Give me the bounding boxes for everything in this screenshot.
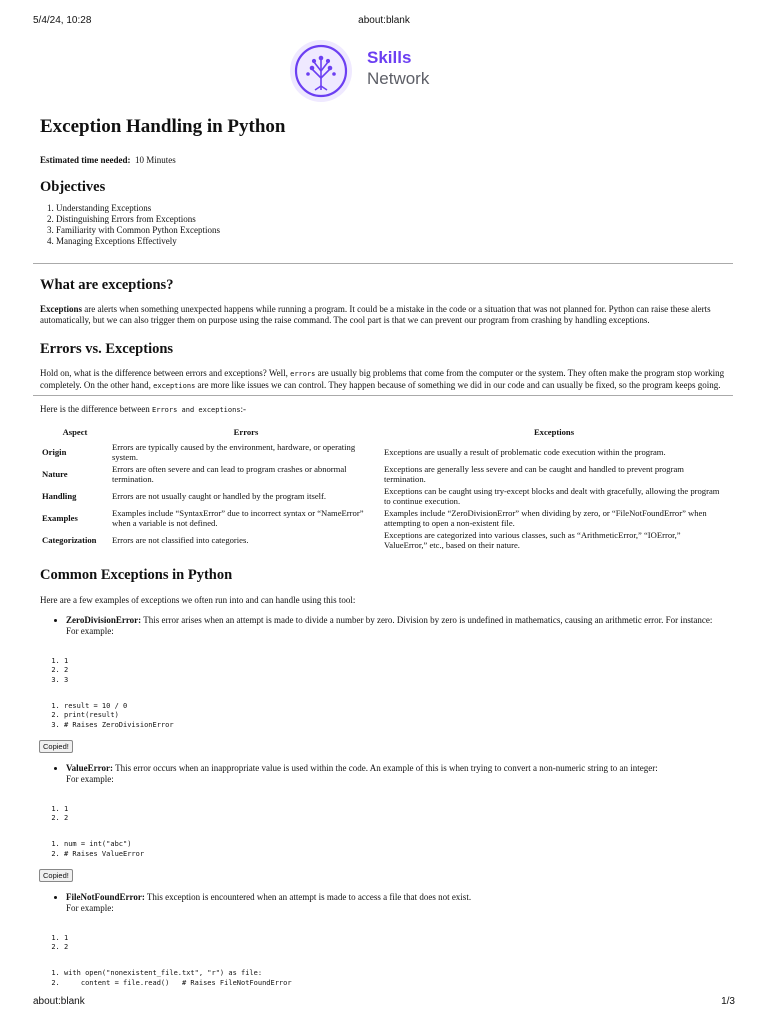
code-line: 1. num = int("abc"): [64, 840, 726, 850]
exception-name: ValueError:: [66, 763, 113, 773]
table-cell: Exceptions are categorized into various classes, such as “ArithmeticError,” “IOError,” ValueError,” etc., based on their nature.: [384, 530, 681, 550]
objectives-heading: Objectives: [40, 179, 106, 195]
code-block: [40, 831, 726, 860]
table-cell: Examples include “SyntaxError” due to incorrect syntax or “NameError” when a variable is not defined.: [112, 508, 364, 528]
code-line: 3. 3: [64, 676, 726, 686]
table-header-row: [40, 424, 726, 441]
code-line: 2. # Raises ValueError: [64, 850, 726, 860]
table-cell: Exceptions are generally less severe and can be caught and handled to prevent program termination.: [384, 464, 684, 484]
logo-text-network: Network: [367, 69, 430, 88]
table-cell: Categorization: [42, 535, 97, 545]
code-line: 2. print(result): [64, 711, 726, 721]
objectives-list: [40, 203, 726, 247]
exception-list: [40, 763, 726, 785]
code-line: 1. 1: [64, 805, 726, 815]
table-cell: Errors are typically caused by the environment, hardware, or operating system.: [112, 442, 356, 462]
code-line: 3. # Raises ZeroDivisionError: [64, 721, 726, 731]
exception-item-valueerror: [66, 763, 726, 785]
code-line: 2. 2: [64, 814, 726, 824]
exception-name: ZeroDivisionError:: [66, 615, 142, 625]
table-header: Errors: [233, 427, 259, 437]
exception-name: FileNotFoundError:: [66, 892, 145, 902]
copy-button[interactable]: Copied!: [39, 740, 73, 753]
table-row: [40, 463, 726, 485]
exception-item-filenotfound: [66, 892, 726, 914]
what-heading: What are exceptions?: [40, 277, 174, 293]
table-row: [40, 441, 726, 463]
code-block: [40, 960, 726, 989]
for-example-label: For example:: [66, 903, 114, 913]
page-number: 1/3: [721, 996, 735, 1007]
what-bold-term: Exceptions: [40, 304, 83, 314]
evx-code-errors: errors: [290, 370, 316, 378]
evx-code-exceptions: exceptions: [153, 382, 196, 390]
exception-item-zerodivision: [66, 615, 726, 637]
print-header: [0, 15, 768, 29]
errors-exceptions-table: [40, 424, 726, 551]
evx-text-2: are usually big problems that come from the computer or the system. They often make the program stop working completely. On the other hand,: [40, 368, 725, 390]
document-body: [40, 116, 726, 988]
common-intro: Here are a few examples of exceptions we often run into and can handle using this tool:: [40, 595, 356, 605]
what-paragraph: [40, 304, 726, 326]
diff-code: Errors and exceptions: [152, 406, 241, 414]
table-header: Exceptions: [533, 427, 575, 437]
copy-button[interactable]: Copied!: [39, 869, 73, 882]
tree-logo-icon: [288, 38, 354, 104]
common-exceptions-heading: Common Exceptions in Python: [40, 567, 233, 583]
table-cell: Examples: [42, 513, 78, 523]
diff-suffix: :-: [240, 404, 247, 414]
difference-intro: [40, 404, 726, 416]
code-line: 2. content = file.read() # Raises FileNotFoundError: [64, 979, 726, 989]
code-line: 1. with open("nonexistent_file.txt", "r") as file:: [64, 969, 726, 979]
table-cell: Errors are often severe and can lead to program crashes or abnormal termination.: [112, 464, 347, 484]
exception-desc: This error occurs when an inappropriate value is used within the code. An example of this is when trying to convert a non-numeric string to an integer:: [113, 763, 658, 773]
code-line: 2. 2: [64, 666, 726, 676]
evx-text-1: Hold on, what is the difference between errors and exceptions? Well,: [40, 368, 291, 378]
code-line: 1. result = 10 / 0: [64, 702, 726, 712]
table-cell: Exceptions are usually a result of problematic code execution within the program.: [384, 447, 666, 457]
code-line-numbers: [40, 795, 726, 824]
objective-item: 2. Distinguishing Errors from Exceptions: [56, 214, 726, 225]
code-line-numbers: [40, 647, 726, 685]
logo-text-skills: Skills: [367, 48, 412, 67]
exception-list: [40, 615, 726, 637]
exception-list: [40, 892, 726, 914]
table-header: Aspect: [62, 427, 88, 437]
page-title: Exception Handling in Python: [40, 116, 286, 137]
skills-network-logo: [288, 38, 468, 104]
estimated-time-label: Estimated time needed:: [40, 155, 131, 165]
code-line: 1. 1: [64, 657, 726, 667]
table-cell: Examples include “ZeroDivisionError” when dividing by zero, or “FileNotFoundError” when attempting to open a non-existent file.: [384, 508, 707, 528]
footer-url: about:blank: [33, 996, 85, 1007]
exception-desc: This error arises when an attempt is made to divide a number by zero. Division by zero is undefined in mathematics, causing an arithmetic error. For instance:: [141, 615, 713, 625]
table-cell: Origin: [42, 447, 67, 457]
code-line: 1. 1: [64, 934, 726, 944]
code-line: 2. 2: [64, 943, 726, 953]
table-row: [40, 507, 726, 529]
objective-item: 3. Familiarity with Common Python Exceptions: [56, 225, 726, 236]
table-cell: Errors are not classified into categories.: [112, 535, 249, 545]
table-cell: Handling: [42, 491, 77, 501]
code-line-numbers: [40, 924, 726, 953]
table-cell: Exceptions can be caught using try-except blocks and dealt with gracefully, allowing the program to continue execution.: [384, 486, 720, 506]
table-row: [40, 529, 726, 551]
exception-desc: This exception is encountered when an attempt is made to access a file that does not exist.: [144, 892, 472, 902]
code-block: [40, 692, 726, 730]
print-url: about:blank: [358, 15, 410, 26]
errors-vs-exceptions-heading: Errors vs. Exceptions: [40, 341, 174, 357]
divider: [33, 395, 733, 396]
objective-item: 4. Managing Exceptions Effectively: [56, 236, 726, 247]
table-row: [40, 485, 726, 507]
estimated-time: [40, 155, 726, 166]
for-example-label: For example:: [66, 626, 114, 636]
divider: [33, 263, 733, 264]
print-datetime: 5/4/24, 10:28: [33, 15, 92, 26]
table-cell: Nature: [42, 469, 68, 479]
evx-paragraph: [40, 368, 726, 392]
estimated-time-value: 10 Minutes: [134, 155, 176, 165]
evx-text-3: are more like issues we can control. They happen because of something we did in our code and can usually be fixed, so the program keeps going.: [195, 380, 721, 390]
what-text: are alerts when something unexpected happens while running a program. It could be a mistake in the code or a situation that was not planned for. Python can raise these alerts automatically, but we can also trigger them on purpose using the raise command. The cool part is that we can prevent our program from crashing by handling exceptions.: [40, 304, 711, 325]
table-cell: Errors are not usually caught or handled by the program itself.: [112, 491, 327, 501]
objective-item: 1. Understanding Exceptions: [56, 203, 726, 214]
for-example-label: For example:: [66, 774, 114, 784]
diff-text: Here is the difference between: [40, 404, 153, 414]
